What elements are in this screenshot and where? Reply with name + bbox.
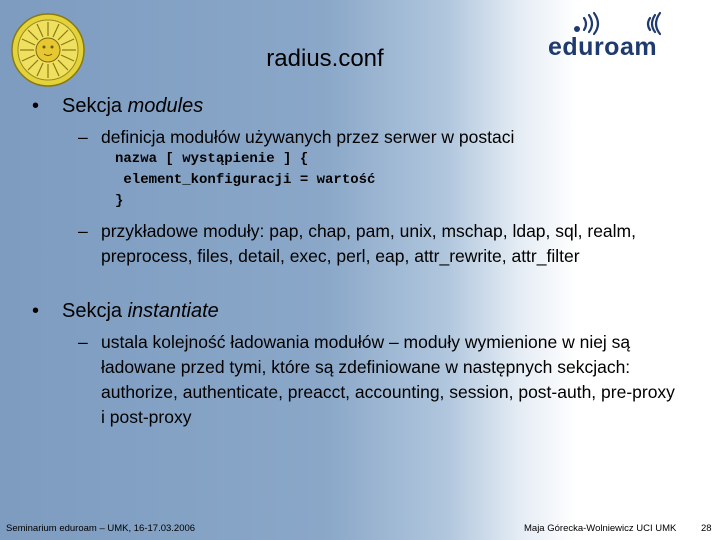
bullet-marker: •	[32, 300, 40, 322]
item-text: ustala kolejność ładowania modułów – moduły wymienione w niej są ładowane przed tymi, które są zdefiniowane w następnych sekcjach: authorize, authenticate, preacct, accounting, session, post-auth, pre-proxy i post-proxy	[101, 332, 675, 427]
sun-emblem-icon	[10, 12, 86, 88]
item-load-order	[78, 330, 678, 430]
slide-title: radius.conf	[266, 45, 384, 72]
code-line-1: nazwa [ wystąpienie ] {	[115, 151, 309, 167]
item-text: definicja modułów używanych przez serwer w postaci	[101, 127, 515, 147]
item-text: przykładowe moduły: pap, chap, pam, unix, mschap, ldap, sql, realm, preprocess, files, detail, exec, perl, eap, attr_rewrite, attr_filter	[101, 221, 636, 266]
eduroam-logo-text: eduroam	[548, 33, 658, 61]
item-definition	[78, 125, 678, 150]
section-label-em: instantiate	[127, 300, 219, 322]
section-modules	[32, 94, 203, 118]
dash-marker: –	[78, 332, 88, 352]
footer-left: Seminarium eduroam – UMK, 16-17.03.2006	[6, 523, 196, 534]
section-instantiate	[32, 299, 219, 323]
footer-author: Maja Górecka-Wolniewicz UCI UMK	[524, 523, 677, 534]
item-example-modules	[78, 219, 678, 269]
section-label: Sekcja	[62, 300, 128, 322]
section-label: Sekcja	[62, 95, 128, 117]
page-number: 28	[701, 523, 712, 534]
bullet-marker: •	[32, 95, 40, 117]
dash-marker: –	[78, 221, 88, 241]
code-line-3: }	[115, 193, 124, 209]
dash-marker: –	[78, 127, 88, 147]
code-line-2: element_konfiguracji = wartość	[115, 172, 376, 188]
section-label-em: modules	[127, 95, 204, 117]
